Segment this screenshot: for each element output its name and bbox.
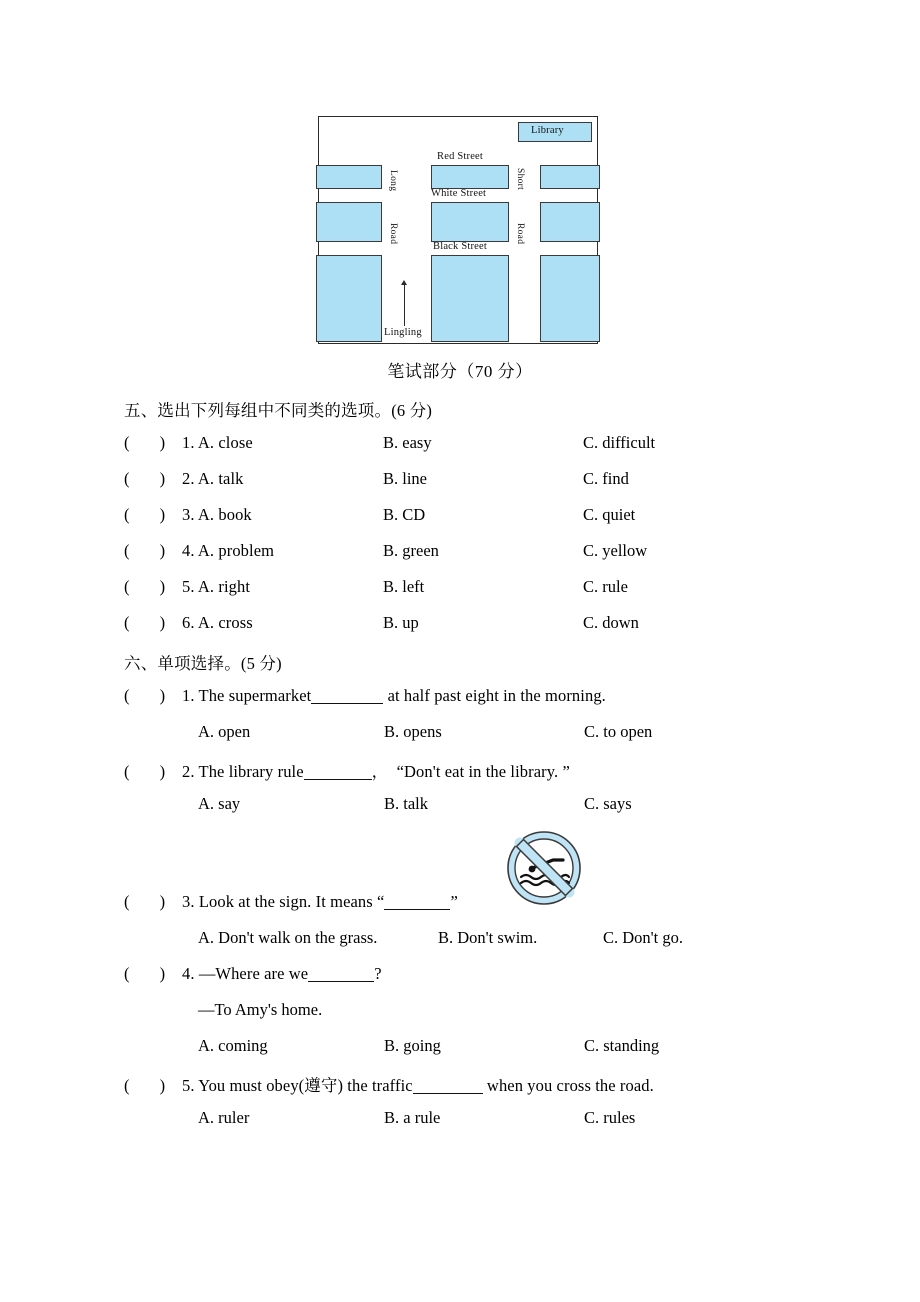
question-row xyxy=(124,433,253,453)
map-label-library: Library xyxy=(531,125,564,136)
map-label-white-street: White Street xyxy=(431,188,487,199)
section-heading-6: 六、单项选择。(5 分) xyxy=(124,654,282,673)
answer-paren[interactable]: ( ) xyxy=(124,469,166,488)
map-block-right-2 xyxy=(540,202,600,242)
answer-blank[interactable] xyxy=(384,909,450,910)
option-group xyxy=(383,433,655,453)
option-a: A. book xyxy=(197,505,252,524)
option-b[interactable]: B. a rule xyxy=(384,1108,441,1127)
option-group xyxy=(383,541,647,561)
option-group xyxy=(198,722,652,742)
question-number: 2. xyxy=(182,762,195,781)
option-b[interactable]: B. up xyxy=(383,613,419,632)
question-number: 3. xyxy=(182,505,195,524)
option-group xyxy=(383,613,639,633)
question-stem-tail: when you cross the road. xyxy=(486,1076,654,1095)
option-b[interactable]: B. opens xyxy=(384,722,442,741)
map-label-short-road: Road xyxy=(515,223,525,245)
page-title: 笔试部分（70 分） xyxy=(387,362,533,381)
map-label-short: Short xyxy=(515,168,525,191)
question-stem: Look at the sign. It means “ xyxy=(198,892,385,911)
answer-paren[interactable]: ( ) xyxy=(124,964,166,983)
question-number: 1. xyxy=(182,686,195,705)
option-a[interactable]: A. Don't walk on the grass. xyxy=(198,928,378,947)
option-c[interactable]: C. rule xyxy=(583,577,628,596)
option-c[interactable]: C. to open xyxy=(584,722,653,741)
option-group xyxy=(198,1036,659,1056)
option-c[interactable]: C. says xyxy=(584,794,632,813)
option-a: A. problem xyxy=(197,541,275,560)
option-a[interactable]: A. coming xyxy=(198,1036,268,1055)
question-row xyxy=(124,686,606,706)
option-b[interactable]: B. Don't swim. xyxy=(438,928,538,947)
answer-paren[interactable]: ( ) xyxy=(124,541,166,560)
map-block-right-3 xyxy=(540,255,600,342)
answer-blank[interactable] xyxy=(311,703,383,704)
question-number: 4. xyxy=(182,964,195,983)
question-stem-tail: ? xyxy=(374,964,382,983)
map-block-left-2 xyxy=(316,202,382,242)
question-row xyxy=(124,505,252,525)
option-c[interactable]: C. find xyxy=(583,469,629,488)
no-swimming-sign-icon xyxy=(503,827,585,909)
section-heading-5: 五、选出下列每组中不同类的选项。(6 分) xyxy=(124,401,433,420)
map-block-center-2 xyxy=(431,202,509,242)
option-group xyxy=(198,928,683,948)
option-c[interactable]: C. Don't go. xyxy=(603,928,683,947)
option-group xyxy=(383,577,628,597)
option-a[interactable]: A. open xyxy=(198,722,251,741)
option-a[interactable]: A. say xyxy=(198,794,241,813)
map-label-long: Long xyxy=(388,170,398,192)
option-a: A. close xyxy=(197,433,253,452)
answer-blank[interactable] xyxy=(304,779,372,780)
answer-paren[interactable]: ( ) xyxy=(124,433,166,452)
question-row xyxy=(124,469,244,489)
map-block-center-3 xyxy=(431,255,509,342)
question-row xyxy=(124,892,458,912)
option-c[interactable]: C. down xyxy=(583,613,639,632)
dialogue-answer-line: —To Amy's home. xyxy=(198,1000,323,1019)
answer-blank[interactable] xyxy=(308,981,374,982)
option-a: A. talk xyxy=(197,469,244,488)
option-group xyxy=(383,469,629,489)
option-a: A. cross xyxy=(197,613,253,632)
map-label-black-street: Black Street xyxy=(433,241,488,252)
option-group xyxy=(198,1108,635,1128)
street-map xyxy=(318,116,598,344)
question-stem-tail: at half past eight in the morning. xyxy=(387,686,606,705)
option-group xyxy=(198,794,632,814)
map-label-red-street: Red Street xyxy=(437,151,484,162)
question-row xyxy=(124,1072,654,1096)
question-stem: The library rule xyxy=(198,762,304,781)
question-stem: —Where are we xyxy=(198,964,309,983)
map-label-lingling: Lingling xyxy=(384,327,422,338)
answer-paren[interactable]: ( ) xyxy=(124,892,166,911)
option-a: A. right xyxy=(197,577,251,596)
map-arrow-shaft xyxy=(404,285,405,326)
question-row xyxy=(124,613,253,633)
map-block-center-1 xyxy=(431,165,509,189)
option-c[interactable]: C. yellow xyxy=(583,541,648,560)
question-number: 5. xyxy=(182,1076,195,1095)
question-number: 5. xyxy=(182,577,195,596)
question-row xyxy=(124,577,250,597)
question-number: 1. xyxy=(182,433,195,452)
question-number: 6. xyxy=(182,613,195,632)
question-number: 3. xyxy=(182,892,195,911)
answer-paren[interactable]: ( ) xyxy=(124,577,166,596)
map-block-left-3 xyxy=(316,255,382,342)
question-number: 2. xyxy=(182,469,195,488)
map-block-left-1 xyxy=(316,165,382,189)
option-c[interactable]: C. quiet xyxy=(583,505,636,524)
option-a[interactable]: A. ruler xyxy=(198,1108,250,1127)
map-label-long-road: Road xyxy=(388,223,398,245)
question-stem: You must obey(遵守) the traffic xyxy=(198,1076,413,1095)
option-b[interactable]: B. green xyxy=(383,541,439,560)
answer-paren[interactable]: ( ) xyxy=(124,613,166,632)
answer-paren[interactable]: ( ) xyxy=(124,1076,166,1095)
answer-blank[interactable] xyxy=(413,1093,483,1094)
option-c[interactable]: C. difficult xyxy=(583,433,656,452)
question-stem-tail: ” xyxy=(450,892,458,911)
question-number: 4. xyxy=(182,541,195,560)
option-c[interactable]: C. standing xyxy=(584,1036,660,1055)
question-row xyxy=(124,964,382,984)
answer-paren[interactable]: ( ) xyxy=(124,762,166,781)
option-b[interactable]: B. CD xyxy=(383,505,426,524)
question-stem: The supermarket xyxy=(198,686,312,705)
option-b[interactable]: B. line xyxy=(383,469,427,488)
option-b[interactable]: B. easy xyxy=(383,433,432,452)
option-group xyxy=(383,505,635,525)
map-block-right-1 xyxy=(540,165,600,189)
answer-paren[interactable]: ( ) xyxy=(124,686,166,705)
option-b[interactable]: B. left xyxy=(383,577,425,596)
answer-paren[interactable]: ( ) xyxy=(124,505,166,524)
question-row xyxy=(124,541,274,561)
question-stem-tail: ， “Don't eat in the library. ” xyxy=(371,762,570,781)
option-b[interactable]: B. talk xyxy=(384,794,428,813)
option-b[interactable]: B. going xyxy=(384,1036,441,1055)
question-row xyxy=(124,758,570,782)
option-c[interactable]: C. rules xyxy=(584,1108,636,1127)
